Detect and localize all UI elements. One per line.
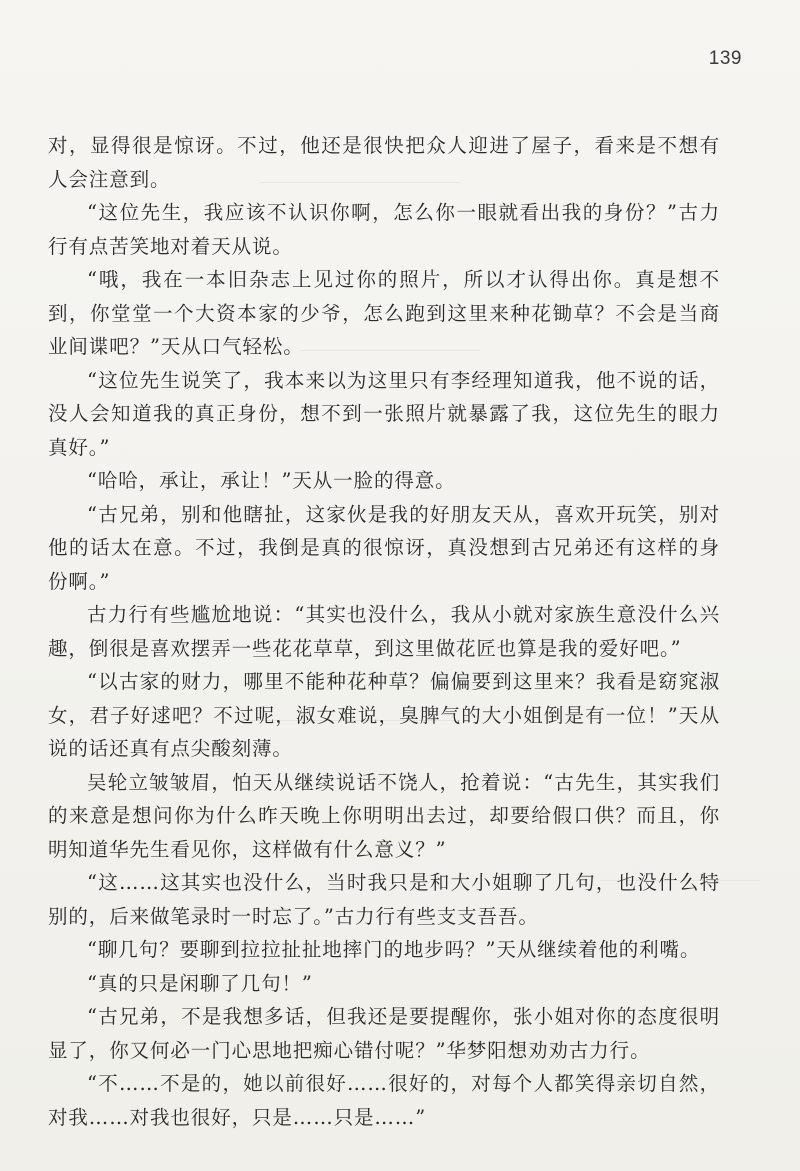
paragraph-4: “这位先生说笑了，我本来以为这里只有李经理知道我，他不说的话，没人会知道我的真正身份，想不到一张照片就暴露了我，这位先生的眼力真好。” <box>48 368 720 459</box>
paragraph-5: “哈哈，承让，承让！”天从一脸的得意。 <box>87 469 456 492</box>
paragraph-8: “以古家的财力，哪里不能种花种草？偏偏要到这里来？我看是窈窕淑女，君子好逑吧？不过呢，淑女难说，臭脾气的大小姐倒是有一位！”天从说的话还真有点尖酸刻薄。 <box>48 670 720 760</box>
body-text <box>48 129 720 1134</box>
paragraph-2: “这位先生，我应该不认识你啊，怎么你一眼就看出我的身份？”古力行有点苦笑地对着天从说。 <box>48 201 720 258</box>
paragraph-12: “真的只是闲聊了几句！” <box>87 971 313 995</box>
paragraph-1: 对，显得很是惊讶。不过，他还是很快把众人迎进了屋子，看来是不想有人会注意到。 <box>48 134 720 191</box>
paragraph-9: 吴轮立皱皱眉，怕天从继续说话不饶人，抢着说：“古先生，其实我们的来意是想问你为什么昨天晚上你明明出去过，却要给假口供？而且，你明知道华先生看见你，这样做有什么意义？” <box>48 770 720 861</box>
paragraph-11: “聊几句？要聊到拉拉扯扯地摔门的地步吗？”天从继续着他的利嘴。 <box>87 938 701 961</box>
paragraph-10: “这……这其实也没什么，当时我只是和大小姐聊了几句，也没什么特别的，后来做笔录时一时忘了。”古力行有些支支吾吾。 <box>48 871 720 928</box>
paragraph-7: 古力行有些尴尬地说：“其实也没什么，我从小就对家族生意没什么兴趣，倒很是喜欢摆弄一些花花草草，到这里做花匠也算是我的爱好吧。” <box>48 603 720 660</box>
paragraph-6: “古兄弟，别和他瞎扯，这家伙是我的好朋友天从，喜欢开玩笑，别对他的话太在意。不过，我倒是真的很惊讶，真没想到古兄弟还有这样的身份啊。” <box>48 502 720 593</box>
paragraph-13: “古兄弟，不是我想多话，但我还是要提醒你，张小姐对你的态度很明显了，你又何必一门心思地把痴心错付呢？”华梦阳想劝劝古力行。 <box>48 1005 720 1062</box>
page-number: 139 <box>708 48 742 69</box>
paragraph-14: “不……不是的，她以前很好……很好的，对每个人都笑得亲切自然，对我……对我也很好，只是……只是……” <box>48 1072 720 1129</box>
paragraph-3: “哦，我在一本旧杂志上见过你的照片，所以才认得出你。真是想不到，你堂堂一个大资本家的少爷，怎么跑到这里来种花锄草？不会是当商业间谍吧？”天从口气轻松。 <box>48 268 720 358</box>
